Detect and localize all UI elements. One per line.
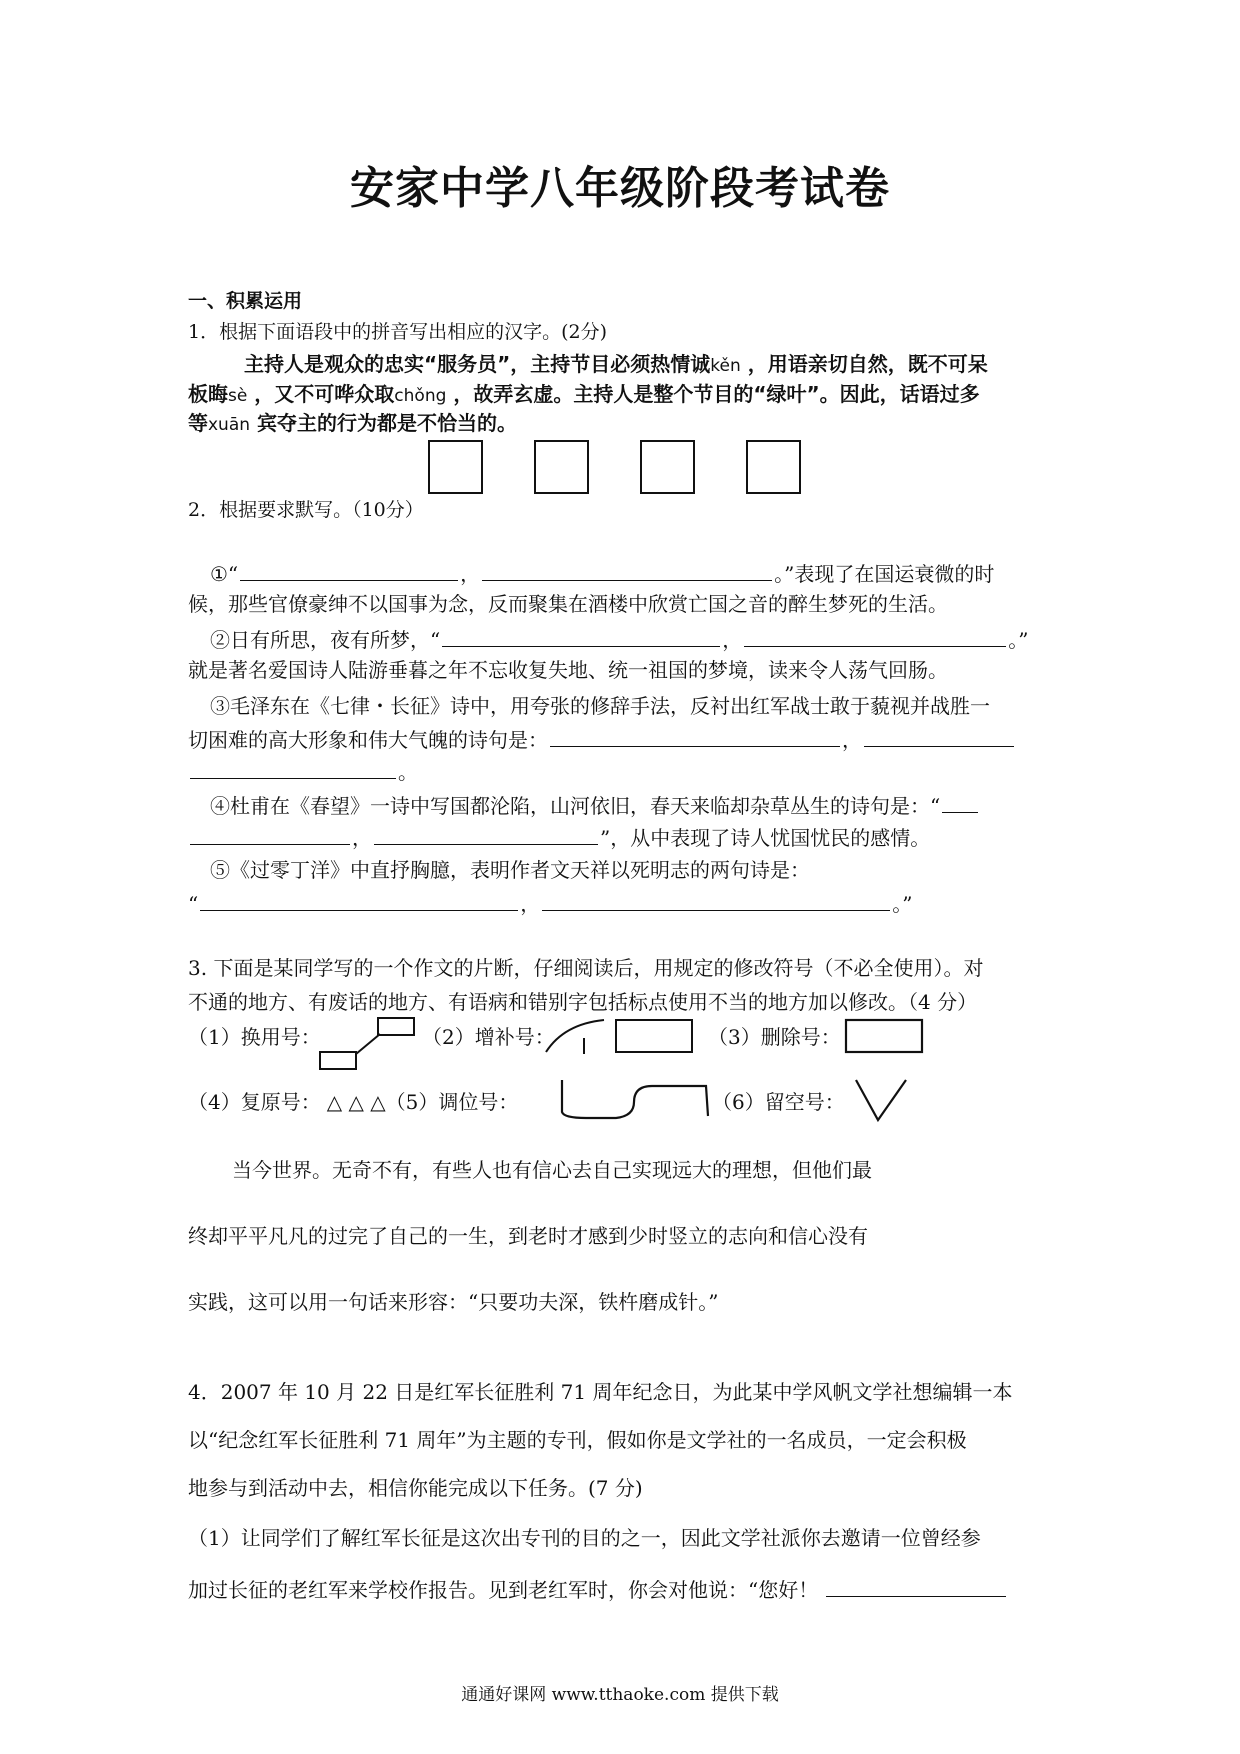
q1-prompt: 1．根据下面语段中的拼音写出相应的汉字。(2分) xyxy=(188,321,608,343)
q2-item-2-cont: 就是著名爱国诗人陆游垂暮之年不忘收复失地、统一祖国的梦境，读来令人荡气回肠。 xyxy=(188,658,948,682)
q1-passage-line-1 xyxy=(244,352,1116,378)
q3-passage-1: 当今世界。无奇不有，有些人也有信心去自己实现远大的理想，但他们最 xyxy=(232,1158,872,1182)
pinyin: sè xyxy=(228,386,248,406)
q4-task-1-cont xyxy=(188,1576,1060,1602)
answer-box-4[interactable] xyxy=(746,440,801,494)
pinyin: chǒng xyxy=(394,386,447,406)
q3-passage-3: 实践，这可以用一句话来形容：“只要功夫深，铁杵磨成针。” xyxy=(188,1290,719,1314)
fill-blank[interactable] xyxy=(374,824,598,845)
q4-text: 加过长征的老红军来学校作报告。见到老红军时，你会对他说：“您好！ xyxy=(188,1578,819,1602)
q3-symbol-2: （2）增补号： xyxy=(422,1025,555,1049)
delete-mark-icon xyxy=(844,1018,926,1056)
q3-text: （5）调位号： xyxy=(385,1090,519,1114)
pinyin: kěn xyxy=(710,356,741,376)
swap-mark-icon xyxy=(318,1012,418,1072)
q2-item-2 xyxy=(210,626,1082,652)
q2-item-3: ③毛泽东在《七律・长征》诗中，用夸张的修辞手法，反衬出红军战士敢于藐视并战胜一 xyxy=(210,694,990,718)
pinyin: xuān xyxy=(208,415,251,435)
q2-item-1 xyxy=(210,560,1082,586)
q2-text: ， xyxy=(520,892,541,916)
q3-symbol-1: （1）换用号： xyxy=(188,1025,321,1049)
q2-item-3-cont2 xyxy=(188,758,1060,784)
fill-blank[interactable] xyxy=(200,890,518,911)
q2-text: ， xyxy=(722,628,743,652)
q1-text: 等 xyxy=(188,411,208,435)
q2-text: ”，从中表现了诗人忧国忧民的感情。 xyxy=(600,826,931,850)
q4-prompt-2: 以“纪念红军长征胜利 71 周年”为主题的专刊，假如你是文学社的一名成员，一定会积极 xyxy=(188,1428,967,1452)
q2-text: 。 xyxy=(398,760,418,784)
fill-blank[interactable] xyxy=(542,890,890,911)
q2-text: 。”表现了在国运衰微的时 xyxy=(774,562,995,586)
q2-text: ①“ xyxy=(210,562,239,586)
restore-mark-icon: △ △ △ xyxy=(326,1090,386,1114)
q3-prompt-1: 3. 下面是某同学写的一个作文的片断，仔细阅读后，用规定的修改符号（不必全使用）。对 xyxy=(188,956,984,980)
q1-text: ，用语亲切自然，既不可呆 xyxy=(747,352,988,376)
q4-task-1: （1）让同学们了解红军长征是这次出专刊的目的之一，因此文学社派你去邀请一位曾经参 xyxy=(188,1526,981,1550)
insert-mark-icon xyxy=(544,1012,694,1060)
q1-text: 宾夺主的行为都是不恰当的。 xyxy=(250,411,517,435)
q2-text: 。” xyxy=(892,892,913,916)
page-title: 安家中学八年级阶段考试卷 xyxy=(350,163,890,214)
q2-text: ， xyxy=(842,728,862,752)
q4-prompt-1: 4．2007 年 10 月 22 日是红军长征胜利 71 周年纪念日，为此某中学风帆文学社想编辑一本 xyxy=(188,1380,1013,1404)
fill-blank[interactable] xyxy=(482,560,772,581)
q2-text: ， xyxy=(460,562,481,586)
q3-prompt-2: 不通的地方、有废话的地方、有语病和错别字包括标点使用不当的地方加以修改。（4 分） xyxy=(188,990,978,1014)
q2-text: “ xyxy=(188,892,199,916)
q2-item-4-cont xyxy=(188,824,1060,850)
q2-item-1-cont: 候，那些官僚豪绅不以国事为念，反而聚集在酒楼中欣赏亡国之音的醉生梦死的生活。 xyxy=(188,592,948,616)
fill-blank[interactable] xyxy=(864,726,1014,747)
q2-text: 切困难的高大形象和伟大气魄的诗句是： xyxy=(188,728,548,752)
q1-passage-line-3 xyxy=(188,411,1060,437)
answer-box-2[interactable] xyxy=(534,440,589,494)
space-mark-icon xyxy=(852,1076,912,1124)
q1-text: 主持人是观众的忠实“服务员”，主持节目必须热情诚 xyxy=(244,352,711,376)
q3-symbol-6: （6）留空号： xyxy=(712,1090,845,1114)
q4-prompt-3: 地参与到活动中去，相信你能完成以下任务。(7 分) xyxy=(188,1476,643,1500)
q2-item-5: ⑤《过零丁洋》中直抒胸臆，表明作者文天祥以死明志的两句诗是： xyxy=(210,858,810,882)
page-footer: 通通好课网 www.tthaoke.com 提供下载 xyxy=(461,1685,779,1705)
q2-text: 。” xyxy=(1008,628,1029,652)
answer-box-1[interactable] xyxy=(428,440,483,494)
q2-item-4 xyxy=(210,792,1082,818)
fill-blank[interactable] xyxy=(240,560,458,581)
q2-item-5-cont xyxy=(188,890,1060,916)
q2-text: ②日有所思，夜有所梦，“ xyxy=(210,628,441,652)
reorder-mark-icon xyxy=(556,1076,716,1122)
fill-blank[interactable] xyxy=(550,726,840,747)
fill-blank[interactable] xyxy=(442,626,720,647)
q2-item-3-cont xyxy=(188,726,1060,752)
q3-passage-2: 终却平平凡凡的过完了自己的一生，到老时才感到少时竖立的志向和信心没有 xyxy=(188,1224,868,1248)
answer-box-3[interactable] xyxy=(640,440,695,494)
q3-text: （4）复原号： xyxy=(188,1090,321,1114)
q2-text: ， xyxy=(352,826,372,850)
q2-text: ④杜甫在《春望》一诗中写国都沦陷，山河依旧，春天来临却杂草丛生的诗句是：“ xyxy=(210,794,941,818)
fill-blank[interactable] xyxy=(190,824,350,845)
q1-text: ，故弄玄虚。主持人是整个节目的“绿叶”。因此，话语过多 xyxy=(453,382,980,406)
q2-prompt: 2．根据要求默写。（10分） xyxy=(188,499,424,521)
fill-blank[interactable] xyxy=(744,626,1006,647)
q1-passage-line-2 xyxy=(188,382,1060,408)
q1-text: 板晦 xyxy=(188,382,228,406)
fill-blank[interactable] xyxy=(942,792,978,813)
q3-symbol-3: （3）删除号： xyxy=(708,1025,841,1049)
q1-text: ，又不可哗众取 xyxy=(254,382,395,406)
fill-blank[interactable] xyxy=(826,1576,1006,1597)
section-heading: 一、积累运用 xyxy=(188,290,303,312)
fill-blank[interactable] xyxy=(190,758,396,779)
